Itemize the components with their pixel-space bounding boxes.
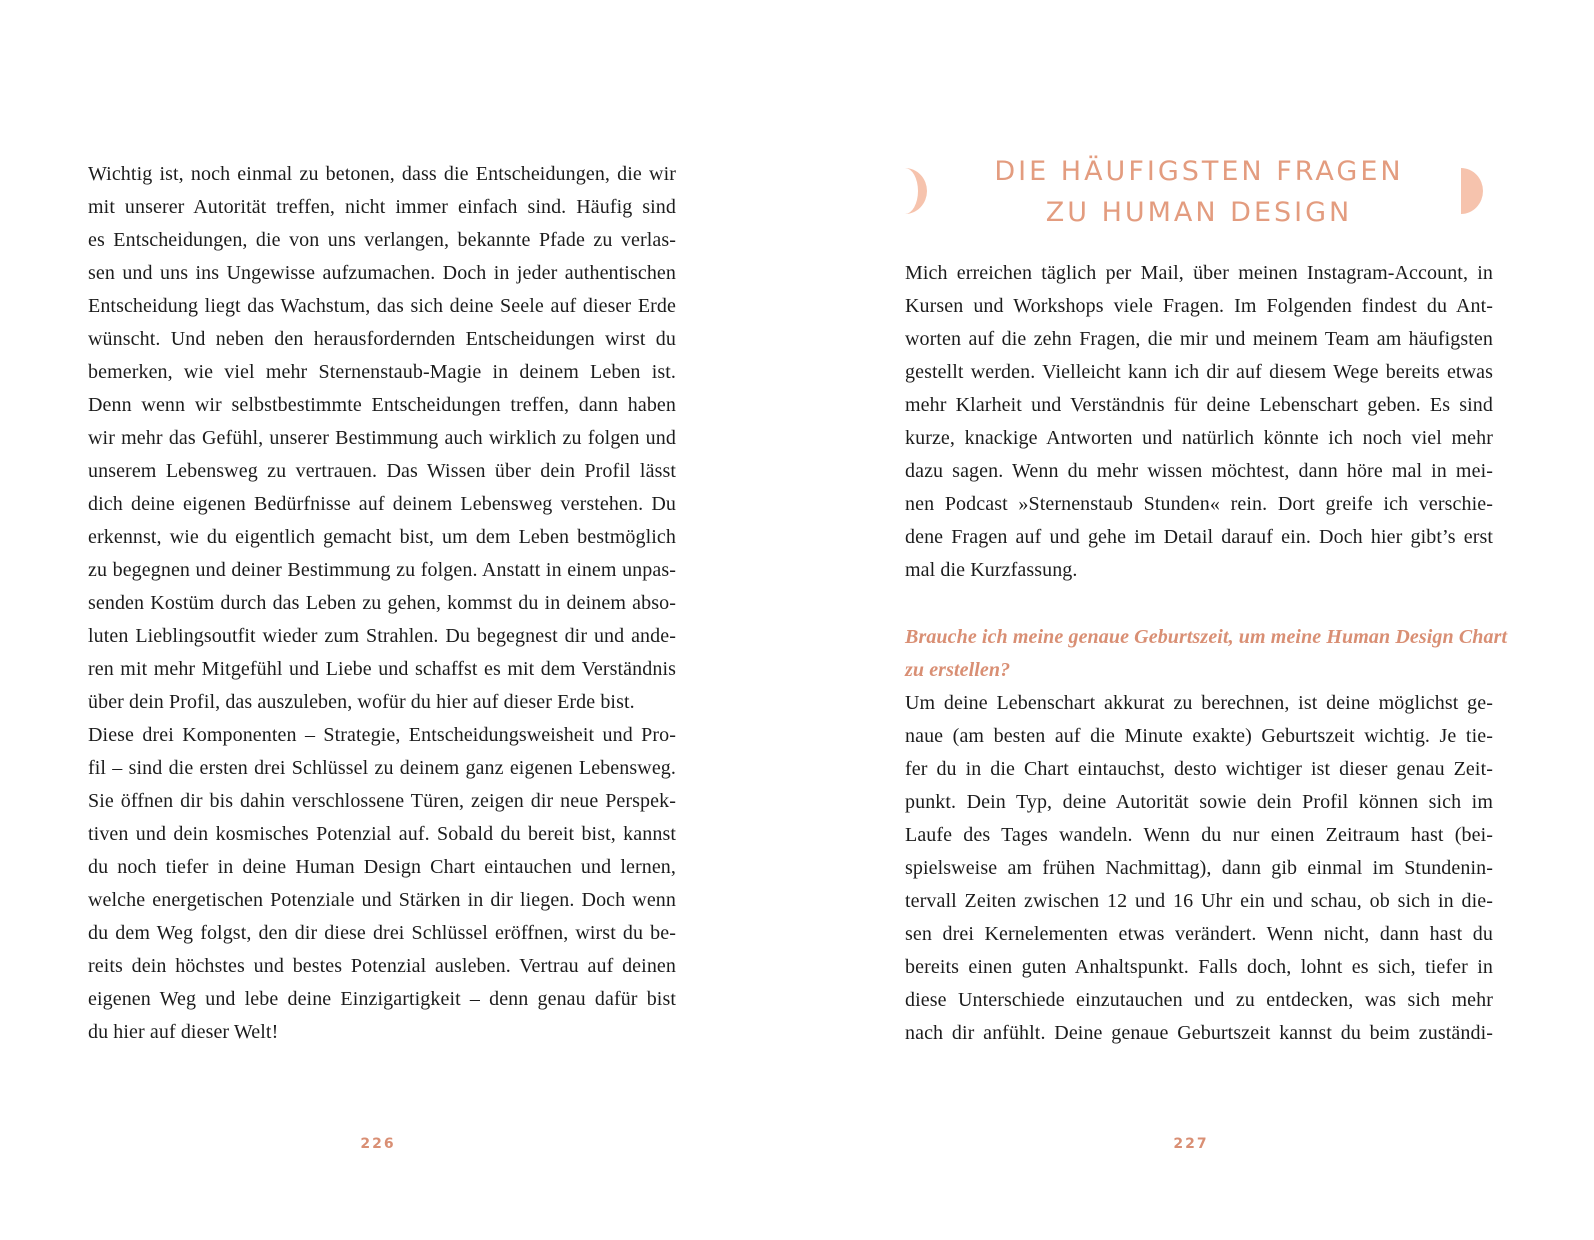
body-line: erkennst, wie du eigentlich gemacht bist, um dem Leben bestmöglich <box>88 526 676 548</box>
body-line: mit unserer Autorität treffen, nicht immer einfach sind. Häufig sind <box>88 196 676 218</box>
answer-line: bereits einen guten Anhaltspunkt. Falls doch, lohnt es sich, tiefer in <box>905 956 1493 978</box>
body-line: über dein Profil, das auszuleben, wofür du hier auf dieser Erde bist. <box>88 691 635 713</box>
answer-line: nach dir anfühlt. Deine genaue Geburtszeit kannst du beim zuständi- <box>905 1022 1493 1044</box>
half-moon-icon <box>1461 168 1483 214</box>
intro-line: mehr Klarheit und Verständnis für deine Lebenschart geben. Es sind <box>905 394 1493 416</box>
body-line: es Entscheidungen, die von uns verlangen, bekannte Pfade zu verlas- <box>88 229 676 251</box>
body-line: eigenen Weg und lebe deine Einzigartigkeit – denn genau dafür bist <box>88 988 676 1010</box>
body-line: senden Kostüm durch das Leben zu gehen, kommst du in deinem abso- <box>88 592 676 614</box>
intro-line: worten auf die zehn Fragen, die mir und meinem Team am häufigsten <box>905 328 1493 350</box>
chapter-heading-line-1: DIE HÄUFIGSTEN FRAGEN <box>994 156 1404 187</box>
answer-line: tervall Zeiten zwischen 12 und 16 Uhr ein und schau, ob sich in die- <box>905 890 1493 912</box>
body-line: Denn wenn wir selbstbestimmte Entscheidungen treffen, dann haben <box>88 394 676 416</box>
chapter-heading-line-2: ZU HUMAN DESIGN <box>1045 197 1353 228</box>
body-line: Wichtig ist, noch einmal zu betonen, dass die Entscheidungen, die wir <box>88 163 676 185</box>
body-line: unserem Lebensweg zu vertrauen. Das Wissen über dein Profil lässt <box>88 460 676 482</box>
body-line: dich deine eigenen Bedürfnisse auf deinem Lebensweg verstehen. Du <box>88 493 676 515</box>
answer-line: sen drei Kernelementen etwas verändert. Wenn nicht, dann hast du <box>905 923 1493 945</box>
body-line: welche energetischen Potenziale und Stärken in dir liegen. Doch wenn <box>88 889 676 911</box>
body-line: du hier auf dieser Welt! <box>88 1021 279 1043</box>
body-line: ren mit mehr Mitgefühl und Liebe und schaffst es mit dem Verständnis <box>88 658 676 680</box>
intro-line: mal die Kurzfassung. <box>905 559 1078 581</box>
body-line: Entscheidung liegt das Wachstum, das sich deine Seele auf dieser Erde <box>88 295 676 317</box>
body-line: Diese drei Komponenten – Strategie, Entscheidungsweisheit und Pro- <box>88 724 676 746</box>
body-line: du dem Weg folgst, den dir diese drei Schlüssel eröffnen, wirst du be- <box>88 922 676 944</box>
body-line: bemerken, wie viel mehr Sternenstaub-Magie in deinem Leben ist. <box>88 361 676 383</box>
body-line: du noch tiefer in deine Human Design Chart eintauchen und lernen, <box>88 856 676 878</box>
intro-line: dene Fragen auf und gehe im Detail darauf ein. Doch hier gibt’s erst <box>905 526 1493 548</box>
body-line: tiven und dein kosmisches Potenzial auf. Sobald du bereit bist, kannst <box>88 823 676 845</box>
answer-line: Um deine Lebenschart akkurat zu berechnen, ist deine möglichst ge- <box>905 692 1493 714</box>
intro-line: Kursen und Workshops viele Fragen. Im Folgenden findest du Ant- <box>905 295 1493 317</box>
answer-line: punkt. Dein Typ, deine Autorität sowie dein Profil können sich im <box>905 791 1493 813</box>
intro-line: kurze, knackige Antworten und natürlich könnte ich noch viel mehr <box>905 427 1493 449</box>
page-number: 227 <box>1173 1136 1209 1152</box>
intro-line: dazu sagen. Wenn du mehr wissen möchtest, dann höre mal in mei- <box>905 460 1493 482</box>
intro-line: gestellt werden. Vielleicht kann ich dir auf diesem Wege bereits etwas <box>905 361 1493 383</box>
question-heading: Brauche ich meine genaue Geburtszeit, um meine Human Design Chart <box>905 626 1508 648</box>
body-line: fil – sind die ersten drei Schlüssel zu deinem ganz eigenen Lebensweg. <box>88 757 676 779</box>
intro-line: Mich erreichen täglich per Mail, über meinen Instagram-Account, in <box>905 262 1493 284</box>
answer-line: spielsweise am frühen Nachmittag), dann gib einmal im Stundenin- <box>905 857 1493 879</box>
answer-line: Laufe des Tages wandeln. Wenn du nur einen Zeitraum hast (bei- <box>905 824 1493 846</box>
answer-line: naue (am besten auf die Minute exakte) Geburtszeit wichtig. Je tie- <box>905 725 1493 747</box>
intro-line: nen Podcast »Sternenstaub Stunden« rein. Dort greife ich verschie- <box>905 493 1493 515</box>
right-page <box>797 0 1594 1240</box>
body-line: wünscht. Und neben den herausfordernden Entscheidungen wirst du <box>88 328 676 350</box>
body-line: Sie öffnen dir bis dahin verschlossene Türen, zeigen dir neue Perspek- <box>88 790 676 812</box>
body-line: zu begegnen und deiner Bestimmung zu folgen. Anstatt in einem unpas- <box>88 559 676 581</box>
answer-line: fer du in die Chart eintauchst, desto wichtiger ist dieser genau Zeit- <box>905 758 1493 780</box>
question-heading: zu erstellen? <box>905 659 1011 681</box>
body-line: reits dein höchstes und bestes Potenzial ausleben. Vertrau auf deinen <box>88 955 676 977</box>
body-line: luten Lieblingsoutfit wieder zum Strahlen. Du begegnest dir und ande- <box>88 625 676 647</box>
body-line: sen und uns ins Ungewisse aufzumachen. Doch in jeder authentischen <box>88 262 676 284</box>
body-line: wir mehr das Gefühl, unserer Bestimmung auch wirklich zu folgen und <box>88 427 676 449</box>
answer-line: diese Unterschiede einzutauchen und zu entdecken, was sich mehr <box>905 989 1493 1011</box>
page-number: 226 <box>360 1136 396 1152</box>
